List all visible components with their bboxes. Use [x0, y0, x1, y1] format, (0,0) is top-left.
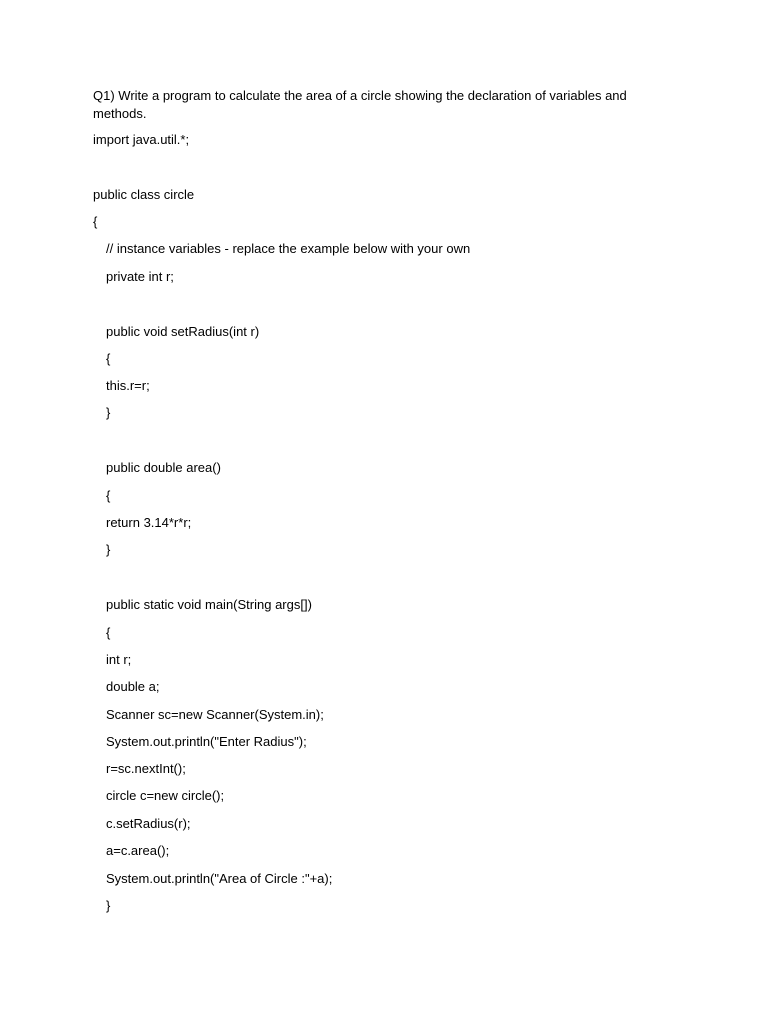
code-line: { [93, 214, 98, 229]
code-line: public class circle [93, 187, 195, 202]
code-line: int r; [106, 652, 132, 667]
code-line: // instance variables - replace the example below with your own [106, 241, 471, 256]
code-line: this.r=r; [106, 378, 150, 393]
code-line: public double area() [106, 460, 221, 475]
code-line: } [106, 898, 111, 913]
code-line: System.out.println("Area of Circle :"+a); [106, 871, 333, 886]
code-line: } [106, 405, 111, 420]
code-line: { [106, 351, 111, 366]
code-line: } [106, 542, 111, 557]
code-line: { [106, 488, 111, 503]
question-text: Q1) Write a program to calculate the area of a circle showing the declaration of variables and methods. [93, 88, 627, 121]
code-line: public void setRadius(int r) [106, 324, 260, 339]
code-line: public static void main(String args[]) [106, 597, 312, 612]
code-line: a=c.area(); [106, 843, 170, 858]
code-line: import java.util.*; [93, 132, 190, 147]
code-line: private int r; [106, 269, 174, 284]
code-line: circle c=new circle(); [106, 788, 225, 803]
code-line: return 3.14*r*r; [106, 515, 192, 530]
code-line: System.out.println("Enter Radius"); [106, 734, 307, 749]
code-line: Scanner sc=new Scanner(System.in); [106, 707, 324, 722]
code-line: c.setRadius(r); [106, 816, 191, 831]
code-line: { [106, 625, 111, 640]
code-line: r=sc.nextInt(); [106, 761, 186, 776]
code-line: double a; [106, 679, 160, 694]
